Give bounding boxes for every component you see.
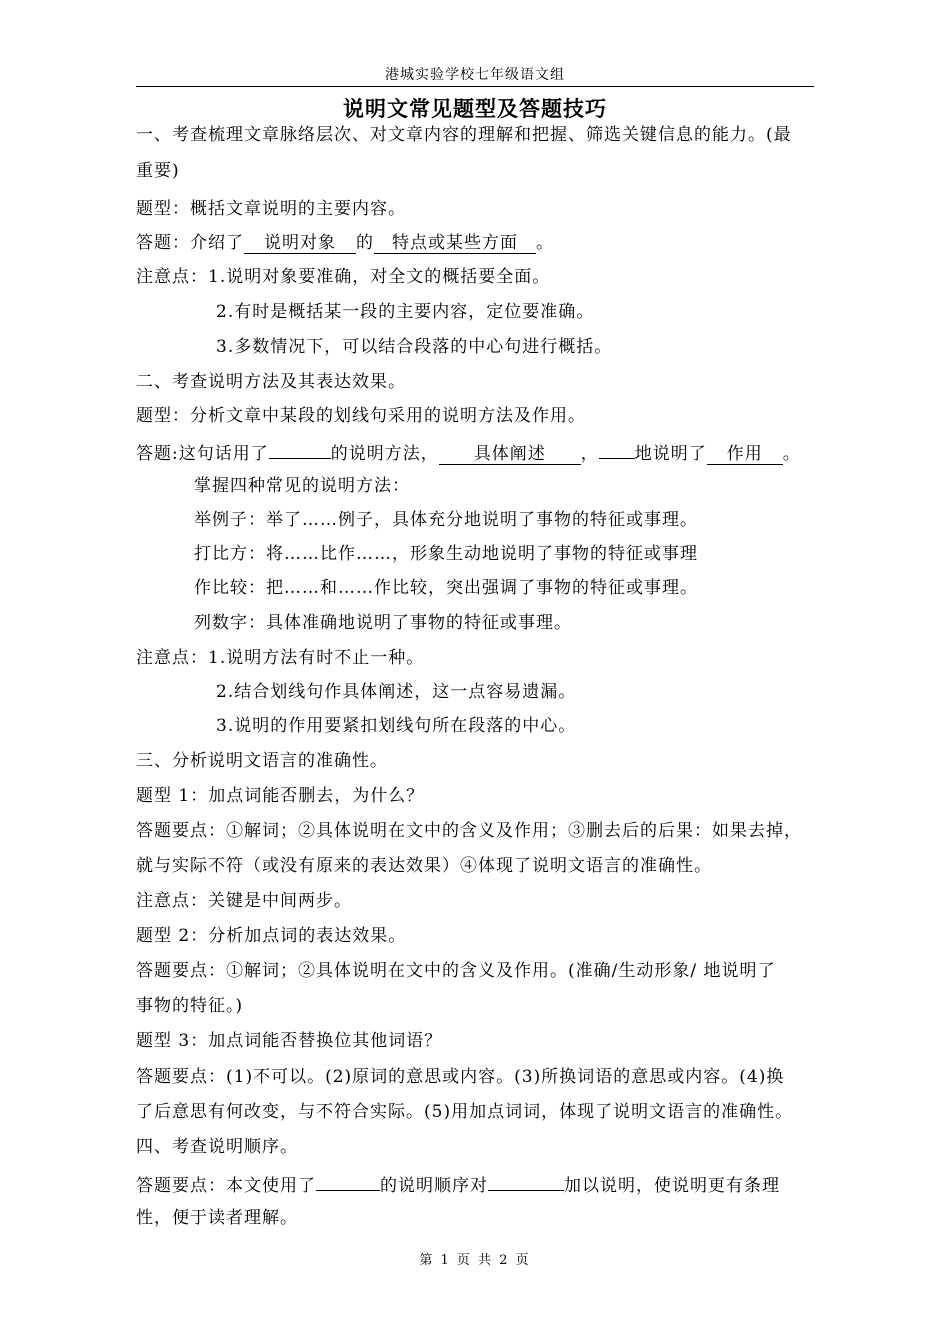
s2-answer-blank-manner (599, 440, 635, 459)
header-org: 港城实验学校七年级语文组 (385, 67, 565, 83)
s4-answer-p1: 答题要点：本文使用了 (136, 1176, 316, 1196)
s2-note-2: 2.结合划线句作具体阐述，这一点容易遗漏。 (216, 682, 577, 702)
s1-note-1 (136, 266, 550, 288)
s1-type: 题型：概括文章说明的主要内容。 (136, 199, 406, 219)
s1-answer-prefix: 答题：介绍了 (136, 233, 244, 253)
s2-method-numbers: 列数字：具体准确地说明了事物的特征或事理。 (194, 613, 572, 633)
page-number: 第 1 页 共 2 页 (419, 1253, 531, 1268)
s4-answer-b: 性，便于读者理解。 (136, 1208, 298, 1228)
s2-note-1 (136, 647, 424, 669)
s3-heading: 三、分析说明文语言的准确性。 (136, 751, 388, 771)
s3-type-1: 题型 1：加点词能否删去，为什么？ (136, 786, 425, 806)
s2-answer-p3: ， (580, 444, 599, 464)
s2-answer-p1: 答题:这句话用了 (136, 444, 269, 464)
s1-note-1-text: 1.说明对象要准确，对全文的概括要全面。 (208, 267, 551, 287)
s2-answer-blank-effect: 作用 (707, 444, 783, 465)
s3-answer-3b: 了后意思有何改变，与不符合实际。(5)用加点词词，体现了说明文语言的准确性。 (136, 1102, 794, 1122)
s2-answer-p5: 。 (782, 444, 801, 464)
s4-answer-blank-object (488, 1172, 564, 1191)
s4-answer-p3: 加以说明，使说明更有条理 (564, 1176, 780, 1196)
s1-note-2: 2.有时是概括某一段的主要内容，定位要准确。 (216, 302, 595, 322)
s3-type-3: 题型 3：加点词能否替换位其他词语？ (136, 1031, 443, 1051)
s1-note-label: 注意点： (136, 267, 208, 287)
s3-type-2: 题型 2：分析加点词的表达效果。 (136, 926, 407, 946)
s1-heading-a: 一、考查梳理文章脉络层次、对文章内容的理解和把握、筛选关键信息的能力。(最 (136, 125, 792, 145)
s2-note-label: 注意点： (136, 648, 208, 668)
s2-answer-blank-method (269, 440, 331, 459)
s2-method-example: 举例子：举了……例子，具体充分地说明了事物的特征或事理。 (194, 510, 698, 530)
s2-type: 题型：分析文章中某段的划线句采用的说明方法及作用。 (136, 406, 586, 426)
s4-answer-blank-order (316, 1172, 380, 1191)
s1-answer-end: 。 (536, 233, 554, 253)
s3-answer-2b: 事物的特征。) (136, 996, 244, 1016)
s4-answer-a (136, 1172, 780, 1197)
s2-heading: 二、考查说明方法及其表达效果。 (136, 372, 406, 392)
s2-answer (136, 440, 801, 465)
s2-answer-p2: 的说明方法， (330, 444, 439, 464)
s1-note-3: 3.多数情况下，可以结合段落的中心句进行概括。 (216, 337, 613, 357)
s2-methods-intro: 掌握四种常见的说明方法： (194, 476, 410, 496)
s2-method-analogy: 打比方：将……比作……，形象生动地说明了事物的特征或事理 (194, 544, 698, 564)
s2-answer-blank-detail: 具体阐述 (439, 444, 581, 465)
s2-note-3: 3.说明的作用要紧扣划线句所在段落的中心。 (216, 716, 577, 736)
s4-answer-p2: 的说明顺序对 (380, 1176, 488, 1196)
s2-note-1-text: 1.说明方法有时不止一种。 (208, 648, 425, 668)
s1-answer-mid: 的 (356, 233, 374, 253)
s2-method-comparison: 作比较：把……和……作比较，突出强调了事物的特征或事理。 (194, 578, 698, 598)
s4-heading: 四、考查说明顺序。 (136, 1137, 298, 1157)
s3-answer-3a: 答题要点：(1)不可以。(2)原词的意思或内容。(3)所换词语的意思或内容。(4)换 (136, 1067, 785, 1087)
s1-answer-blank-object: 说明对象 (244, 233, 356, 254)
s3-answer-1b: 就与实际不符（或没有原来的表达效果）④体现了说明文语言的准确性。 (136, 856, 712, 876)
s1-answer (136, 232, 554, 254)
s3-note-1: 注意点：关键是中间两步。 (136, 891, 352, 911)
s2-answer-p4: 地说明了 (634, 444, 707, 464)
s1-answer-blank-feature: 特点或某些方面 (374, 233, 536, 254)
header-rule (136, 86, 814, 87)
page-title: 说明文常见题型及答题技巧 (343, 97, 607, 121)
s1-heading-b: 重要) (136, 161, 180, 181)
s3-answer-1a: 答题要点：①解词；②具体说明在文中的含义及作用；③删去后的后果：如果去掉， (136, 821, 802, 841)
s3-answer-2a: 答题要点：①解词；②具体说明在文中的含义及作用。(准确/生动形象/ 地说明了 (136, 961, 776, 981)
